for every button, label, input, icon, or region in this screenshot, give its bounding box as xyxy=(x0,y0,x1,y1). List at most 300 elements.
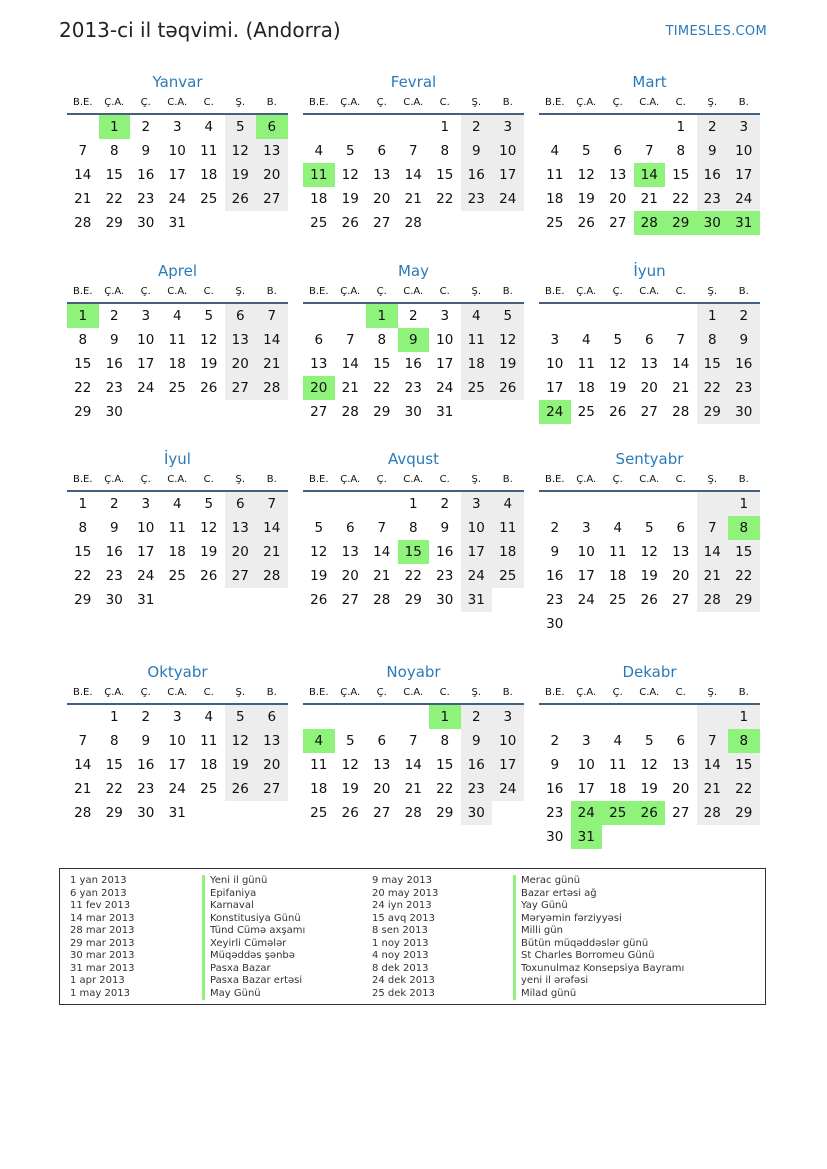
day-cell: 18 xyxy=(461,352,493,376)
holiday-date: 20 may 2013 xyxy=(372,887,439,899)
day-cell: 24 xyxy=(168,781,186,797)
weekday-label: B. xyxy=(502,97,513,108)
day-cell: 29 xyxy=(728,801,760,825)
month-block xyxy=(539,71,760,235)
legend-dates-col-1 xyxy=(70,875,135,1000)
day-cell: 31 xyxy=(168,805,186,821)
day-cell: 2 xyxy=(141,709,151,725)
weekday-label: C.A. xyxy=(167,97,188,108)
empty-cell xyxy=(602,612,634,636)
day-cell: 28 xyxy=(74,215,92,231)
day-cell: 21 xyxy=(74,191,92,207)
day-cell: 4 xyxy=(613,520,623,536)
holiday-legend xyxy=(59,868,766,1005)
day-cell: 16 xyxy=(461,163,493,187)
empty-cell xyxy=(193,588,225,612)
weekday-label: Ç. xyxy=(140,286,151,297)
day-cell: 15 xyxy=(105,167,123,183)
day-cell: 17 xyxy=(436,356,454,372)
day-cell: 4 xyxy=(172,308,182,324)
day-cell: 4 xyxy=(303,729,335,753)
day-cell: 22 xyxy=(105,781,123,797)
empty-cell xyxy=(67,705,99,729)
day-cell: 19 xyxy=(492,352,524,376)
weekday-label: C. xyxy=(203,687,214,698)
day-cell: 9 xyxy=(728,328,760,352)
month-block xyxy=(303,260,524,424)
day-cell: 23 xyxy=(105,568,123,584)
weekday-label: Ç. xyxy=(376,286,387,297)
day-cell: 16 xyxy=(546,781,564,797)
holiday-date: 8 sen 2013 xyxy=(372,925,428,936)
holiday-date: 15 avq 2013 xyxy=(372,912,435,924)
empty-cell xyxy=(256,801,288,825)
weekday-label: C.A. xyxy=(639,687,660,698)
day-cell: 18 xyxy=(310,191,328,207)
day-cell: 13 xyxy=(672,757,690,773)
weekday-label: Ç. xyxy=(140,474,151,485)
weekday-label: C. xyxy=(439,474,450,485)
day-cell: 29 xyxy=(697,400,729,424)
day-cell: 2 xyxy=(141,119,151,135)
day-cell: 22 xyxy=(672,191,690,207)
day-cell: 23 xyxy=(546,805,564,821)
day-cell: 6 xyxy=(314,332,324,348)
day-cell: 27 xyxy=(256,187,288,211)
day-cell: 14 xyxy=(256,516,288,540)
day-cell: 5 xyxy=(644,733,654,749)
day-cell: 10 xyxy=(137,520,155,536)
weekday-label: C.A. xyxy=(639,474,660,485)
day-cell: 30 xyxy=(404,404,422,420)
day-cell: 19 xyxy=(225,163,257,187)
holiday-date: 24 dek 2013 xyxy=(372,975,435,986)
weekday-label: B.E. xyxy=(544,474,565,485)
holiday-date: 1 yan 2013 xyxy=(70,875,127,886)
weekday-header xyxy=(539,470,760,492)
day-cell: 19 xyxy=(640,781,658,797)
day-cell: 31 xyxy=(137,592,155,608)
weekday-label: Ş. xyxy=(471,286,482,297)
weekday-label: C. xyxy=(675,474,686,485)
empty-cell xyxy=(366,705,398,729)
day-cell: 18 xyxy=(168,544,186,560)
day-cell: 3 xyxy=(461,492,493,516)
day-cell: 22 xyxy=(404,568,422,584)
weekday-label: B. xyxy=(266,474,277,485)
day-cell: 15 xyxy=(398,540,430,564)
day-cell: 21 xyxy=(404,191,422,207)
holiday-name: Pasxa Bazar ertəsi xyxy=(202,975,305,988)
weekday-header xyxy=(303,282,524,304)
weekday-label: Ç.A. xyxy=(340,97,361,108)
holiday-name: Merac günü xyxy=(513,875,684,888)
day-cell: 27 xyxy=(672,805,690,821)
empty-cell xyxy=(697,825,729,849)
empty-cell xyxy=(665,705,697,729)
day-cell: 18 xyxy=(609,568,627,584)
day-cell: 1 xyxy=(408,496,418,512)
empty-cell xyxy=(602,304,634,328)
weekday-label: C.A. xyxy=(639,286,660,297)
day-cell: 1 xyxy=(676,119,686,135)
weekday-label: C.A. xyxy=(167,286,188,297)
day-cell: 31 xyxy=(728,211,760,235)
day-cell: 25 xyxy=(310,805,328,821)
holiday-name: Milli gün xyxy=(513,925,684,938)
day-cell: 15 xyxy=(436,757,454,773)
day-cell: 16 xyxy=(436,544,454,560)
holiday-name: Bazar ertəsi ağ xyxy=(513,888,684,901)
month-name: İyun xyxy=(633,262,666,280)
holiday-name: Epifaniya xyxy=(202,888,305,901)
day-cell: 20 xyxy=(373,781,391,797)
day-cell: 22 xyxy=(74,380,92,396)
day-cell: 27 xyxy=(256,777,288,801)
day-cell: 2 xyxy=(109,496,119,512)
day-grid xyxy=(67,705,288,825)
weekday-label: B. xyxy=(266,687,277,698)
day-cell: 19 xyxy=(609,380,627,396)
day-cell: 19 xyxy=(310,568,328,584)
day-cell: 16 xyxy=(546,568,564,584)
holiday-date: 1 apr 2013 xyxy=(70,975,125,986)
day-cell: 7 xyxy=(697,729,729,753)
day-cell: 3 xyxy=(492,115,524,139)
weekday-label: Ş. xyxy=(235,286,246,297)
month-name: Mart xyxy=(632,73,667,91)
month-block xyxy=(303,661,524,825)
day-cell: 10 xyxy=(168,733,186,749)
empty-cell xyxy=(634,304,666,328)
empty-cell xyxy=(225,588,257,612)
day-grid xyxy=(303,304,524,424)
month-name: Fevral xyxy=(390,73,437,91)
day-cell: 7 xyxy=(256,492,288,516)
day-cell: 12 xyxy=(310,544,328,560)
day-cell: 20 xyxy=(303,376,335,400)
weekday-label: C.A. xyxy=(167,474,188,485)
day-cell: 12 xyxy=(341,757,359,773)
weekday-label: B.E. xyxy=(308,687,329,698)
weekday-label: B.E. xyxy=(544,286,565,297)
day-cell: 26 xyxy=(640,592,658,608)
day-cell: 15 xyxy=(728,540,760,564)
weekday-label: Ş. xyxy=(235,687,246,698)
empty-cell xyxy=(634,705,666,729)
day-cell: 5 xyxy=(345,733,355,749)
day-cell: 6 xyxy=(225,492,257,516)
day-cell: 8 xyxy=(697,328,729,352)
day-cell: 8 xyxy=(78,332,88,348)
weekday-label: B.E. xyxy=(308,474,329,485)
day-cell: 12 xyxy=(492,328,524,352)
weekday-label: C. xyxy=(439,286,450,297)
day-cell: 30 xyxy=(461,801,493,825)
weekday-label: Ç. xyxy=(612,474,623,485)
day-cell: 11 xyxy=(492,516,524,540)
day-cell: 21 xyxy=(256,352,288,376)
day-cell: 29 xyxy=(74,404,92,420)
month-block xyxy=(539,260,760,424)
empty-cell xyxy=(366,115,398,139)
empty-cell xyxy=(492,400,524,424)
empty-cell xyxy=(634,492,666,516)
day-cell: 4 xyxy=(581,332,591,348)
day-cell: 21 xyxy=(672,380,690,396)
month-name: Sentyabr xyxy=(615,450,684,468)
day-cell: 20 xyxy=(672,568,690,584)
day-cell: 15 xyxy=(373,356,391,372)
day-cell: 13 xyxy=(225,328,257,352)
weekday-label: C. xyxy=(439,687,450,698)
day-cell: 9 xyxy=(697,139,729,163)
month-block xyxy=(67,448,288,612)
day-cell: 17 xyxy=(168,757,186,773)
day-cell: 8 xyxy=(109,143,119,159)
day-cell: 17 xyxy=(137,544,155,560)
weekday-label: B. xyxy=(266,286,277,297)
day-cell: 8 xyxy=(440,143,450,159)
day-cell: 25 xyxy=(461,376,493,400)
empty-cell xyxy=(492,211,524,235)
day-cell: 19 xyxy=(640,568,658,584)
day-cell: 9 xyxy=(550,544,560,560)
day-cell: 12 xyxy=(609,356,627,372)
day-cell: 13 xyxy=(373,167,391,183)
day-cell: 19 xyxy=(341,191,359,207)
day-cell: 4 xyxy=(550,143,560,159)
day-cell: 10 xyxy=(492,139,524,163)
day-cell: 14 xyxy=(404,757,422,773)
weekday-label: Ş. xyxy=(471,687,482,698)
day-cell: 23 xyxy=(461,777,493,801)
day-cell: 9 xyxy=(550,757,560,773)
weekday-label: C.A. xyxy=(639,97,660,108)
day-cell: 17 xyxy=(461,540,493,564)
day-cell: 13 xyxy=(640,356,658,372)
month-block xyxy=(67,661,288,825)
empty-cell xyxy=(225,801,257,825)
day-cell: 1 xyxy=(728,492,760,516)
month-block xyxy=(539,661,760,849)
day-cell: 24 xyxy=(461,564,493,588)
day-cell: 12 xyxy=(200,520,218,536)
day-cell: 25 xyxy=(492,564,524,588)
day-cell: 3 xyxy=(141,308,151,324)
weekday-label: Ç. xyxy=(376,474,387,485)
day-cell: 25 xyxy=(310,215,328,231)
day-cell: 10 xyxy=(546,356,564,372)
legend-names-col-1 xyxy=(202,875,305,1000)
day-cell: 23 xyxy=(436,568,454,584)
weekday-label: Ç.A. xyxy=(104,474,125,485)
day-cell: 14 xyxy=(672,356,690,372)
day-cell: 6 xyxy=(676,520,686,536)
day-cell: 5 xyxy=(204,496,214,512)
empty-cell xyxy=(335,304,367,328)
legend-dates-col-2 xyxy=(372,875,438,1000)
weekday-label: Ç.A. xyxy=(576,286,597,297)
weekday-label: Ş. xyxy=(471,97,482,108)
day-cell: 30 xyxy=(697,211,729,235)
day-cell: 18 xyxy=(609,781,627,797)
day-cell: 14 xyxy=(634,163,666,187)
day-cell: 11 xyxy=(609,544,627,560)
empty-cell xyxy=(256,588,288,612)
day-cell: 15 xyxy=(74,356,92,372)
empty-cell xyxy=(335,492,367,516)
day-cell: 22 xyxy=(728,777,760,801)
day-cell: 7 xyxy=(408,143,418,159)
empty-cell xyxy=(67,115,99,139)
weekday-label: B. xyxy=(738,687,749,698)
day-cell: 9 xyxy=(461,729,493,753)
day-cell: 16 xyxy=(137,167,155,183)
day-cell: 28 xyxy=(634,211,666,235)
holiday-name: Bütün müqəddəslər günü xyxy=(513,938,684,951)
day-cell: 26 xyxy=(200,380,218,396)
day-cell: 11 xyxy=(168,520,186,536)
day-cell: 2 xyxy=(550,520,560,536)
day-cell: 4 xyxy=(204,119,214,135)
day-cell: 1 xyxy=(78,496,88,512)
day-cell: 24 xyxy=(492,777,524,801)
holiday-date: 8 dek 2013 xyxy=(372,962,429,974)
day-cell: 26 xyxy=(492,376,524,400)
weekday-label: C.A. xyxy=(167,687,188,698)
day-cell: 10 xyxy=(728,139,760,163)
day-grid xyxy=(539,492,760,636)
day-cell: 21 xyxy=(74,781,92,797)
day-cell: 6 xyxy=(225,304,257,328)
day-cell: 11 xyxy=(168,332,186,348)
empty-cell xyxy=(634,115,666,139)
day-cell: 19 xyxy=(341,781,359,797)
month-block xyxy=(303,448,524,612)
weekday-label: Ş. xyxy=(471,474,482,485)
day-cell: 21 xyxy=(640,191,658,207)
day-cell: 26 xyxy=(341,215,359,231)
empty-cell xyxy=(571,705,603,729)
site-link[interactable]: TIMESLES.COM xyxy=(665,24,767,39)
day-cell: 28 xyxy=(672,404,690,420)
month-name: May xyxy=(397,262,429,280)
day-cell: 12 xyxy=(577,167,595,183)
holiday-date: 4 noy 2013 xyxy=(372,950,429,961)
holiday-date: 1 noy 2013 xyxy=(372,937,429,949)
day-cell: 16 xyxy=(404,356,422,372)
day-cell: 31 xyxy=(461,588,493,612)
day-cell: 9 xyxy=(141,143,151,159)
day-cell: 7 xyxy=(377,520,387,536)
day-grid xyxy=(539,705,760,849)
day-cell: 4 xyxy=(461,304,493,328)
day-cell: 9 xyxy=(440,520,450,536)
day-cell: 28 xyxy=(697,588,729,612)
weekday-header xyxy=(303,683,524,705)
day-cell: 30 xyxy=(105,404,123,420)
month-name: Oktyabr xyxy=(147,663,208,681)
day-cell: 28 xyxy=(74,805,92,821)
day-cell: 12 xyxy=(225,729,257,753)
day-cell: 20 xyxy=(373,191,391,207)
weekday-label: Ş. xyxy=(707,687,718,698)
empty-cell xyxy=(571,612,603,636)
weekday-label: C.A. xyxy=(403,474,424,485)
day-cell: 30 xyxy=(728,400,760,424)
day-cell: 13 xyxy=(225,516,257,540)
day-cell: 6 xyxy=(644,332,654,348)
empty-cell xyxy=(539,705,571,729)
weekday-header xyxy=(67,470,288,492)
weekday-label: C. xyxy=(203,97,214,108)
holiday-name: Karnaval xyxy=(202,900,305,913)
day-cell: 13 xyxy=(609,167,627,183)
day-cell: 11 xyxy=(577,356,595,372)
day-cell: 7 xyxy=(676,332,686,348)
empty-cell xyxy=(571,115,603,139)
holiday-date: 11 fev 2013 xyxy=(70,900,131,911)
day-cell: 17 xyxy=(577,568,595,584)
day-cell: 21 xyxy=(404,781,422,797)
holiday-name: Yeni il günü xyxy=(202,875,305,888)
empty-cell xyxy=(697,705,729,729)
month-name: Aprel xyxy=(157,262,198,280)
day-cell: 27 xyxy=(310,404,328,420)
day-cell: 15 xyxy=(436,167,454,183)
empty-cell xyxy=(335,705,367,729)
empty-cell xyxy=(193,211,225,235)
day-cell: 3 xyxy=(728,115,760,139)
weekday-label: B.E. xyxy=(308,286,329,297)
day-cell: 20 xyxy=(256,753,288,777)
empty-cell xyxy=(602,705,634,729)
day-cell: 12 xyxy=(225,139,257,163)
empty-cell xyxy=(193,801,225,825)
day-cell: 9 xyxy=(461,139,493,163)
day-cell: 7 xyxy=(644,143,654,159)
empty-cell xyxy=(303,115,335,139)
empty-cell xyxy=(665,825,697,849)
weekday-label: Ç. xyxy=(612,687,623,698)
day-cell: 31 xyxy=(168,215,186,231)
empty-cell xyxy=(539,492,571,516)
day-cell: 24 xyxy=(539,400,571,424)
weekday-label: Ç.A. xyxy=(340,286,361,297)
weekday-label: C. xyxy=(675,286,686,297)
month-name: Avqust xyxy=(388,450,439,468)
day-cell: 23 xyxy=(728,376,760,400)
day-cell: 28 xyxy=(697,801,729,825)
weekday-label: B. xyxy=(266,97,277,108)
day-cell: 7 xyxy=(256,304,288,328)
weekday-label: B.E. xyxy=(72,286,93,297)
day-cell: 5 xyxy=(225,115,257,139)
day-cell: 8 xyxy=(728,516,760,540)
day-cell: 23 xyxy=(137,191,155,207)
day-cell: 28 xyxy=(373,592,391,608)
day-cell: 7 xyxy=(78,733,88,749)
day-cell: 25 xyxy=(168,380,186,396)
month-block xyxy=(67,260,288,424)
weekday-label: Ç. xyxy=(612,97,623,108)
empty-cell xyxy=(602,115,634,139)
day-cell: 27 xyxy=(373,805,391,821)
weekday-header xyxy=(539,683,760,705)
day-cell: 10 xyxy=(492,729,524,753)
day-cell: 25 xyxy=(200,781,218,797)
